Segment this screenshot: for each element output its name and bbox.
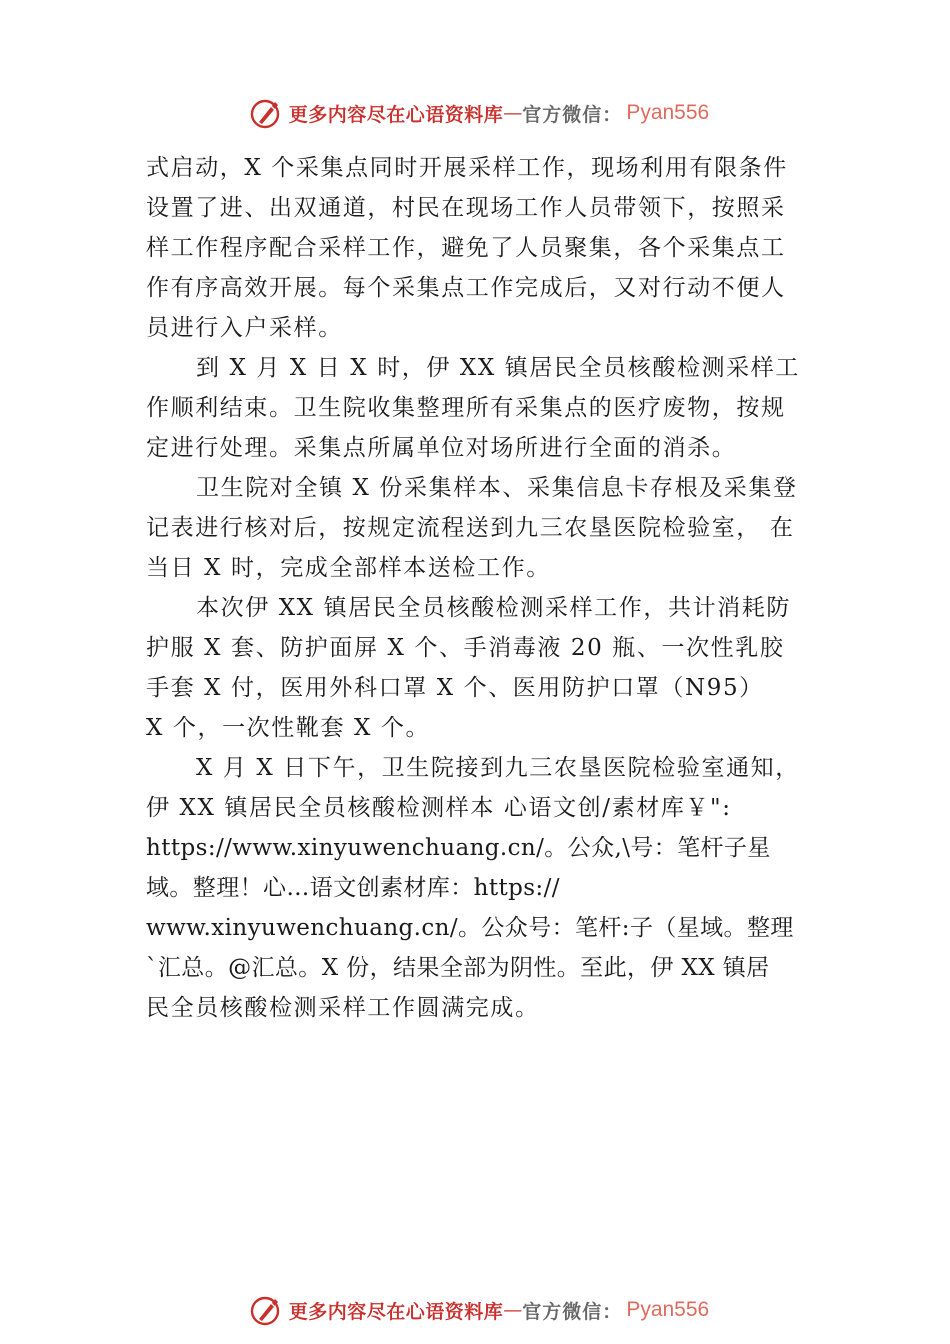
body-line: 样工作程序配合采样工作，避免了人员聚集，各个采集点工 bbox=[146, 235, 786, 261]
body-line: 本次伊 XX 镇居民全员核酸检测采样工作，共计消耗防 bbox=[196, 595, 791, 621]
body-line: 到 X 月 X 日 X 时，伊 XX 镇居民全员核酸检测采样工 bbox=[196, 355, 800, 381]
body-line: 民全员核酸检测采样工作圆满完成。 bbox=[146, 995, 540, 1021]
body-line: 卫生院对全镇 X 份采集样本、采集信息卡存根及采集登 bbox=[196, 475, 798, 501]
body-line: 域。整理！心…语文创素材库：https:// bbox=[146, 875, 560, 901]
body-line: 伊 XX 镇居民全员核酸检测样本 心语文创/素材库￥": bbox=[146, 795, 732, 821]
document-body bbox=[146, 148, 846, 1028]
body-line: X 月 X 日下午，卫生院接到九三农垦医院检验室通知， bbox=[196, 755, 800, 781]
body-line: 员进行入户采样。 bbox=[146, 315, 343, 341]
body-line: `汇总。@汇总。X 份，结果全部为阴性。至此，伊 XX 镇居 bbox=[146, 955, 770, 981]
footer-banner-title: 更多内容尽在心语资料库 bbox=[288, 1300, 504, 1323]
header-banner bbox=[0, 93, 950, 133]
body-line: X 个，一次性靴套 X 个。 bbox=[146, 715, 431, 741]
body-line: 定进行处理。采集点所属单位对场所进行全面的消杀。 bbox=[146, 435, 737, 461]
body-line: 作有序高效开展。每个采集点工作完成后，又对行动不便人 bbox=[146, 275, 786, 301]
body-line: 设置了进、出双通道，村民在现场工作人员带领下，按照采 bbox=[146, 195, 786, 221]
footer-banner-wechat-id: Pyan556 bbox=[626, 1298, 710, 1321]
body-line: 记表进行核对后，按规定流程送到九三农垦医院检验室， 在 bbox=[146, 515, 795, 541]
footer-banner-wechat-label: 官方微信： bbox=[522, 1300, 623, 1323]
body-line: 当日 X 时，完成全部样本送检工作。 bbox=[146, 555, 551, 581]
header-banner-wechat-label: 官方微信： bbox=[522, 103, 623, 126]
header-banner-title: 更多内容尽在心语资料库 bbox=[288, 103, 504, 126]
body-line: 式启动，X 个采集点同时开展采样工作，现场利用有限条件 bbox=[146, 155, 788, 181]
body-line: https://www.xinyuwenchuang.cn/。公众,\号：笔杆子星 bbox=[146, 835, 771, 861]
body-line: www.xinyuwenchuang.cn/。公众号：笔杆:子（星域。整理 bbox=[146, 915, 794, 941]
body-line: 手套 X 付，医用外科口罩 X 个、医用防护口罩（N95） bbox=[146, 675, 764, 701]
header-banner-dash: — bbox=[503, 102, 523, 124]
header-banner-wechat-id: Pyan556 bbox=[626, 101, 710, 124]
footer-banner bbox=[0, 1290, 950, 1330]
quill-logo-icon bbox=[249, 96, 283, 130]
quill-logo-icon bbox=[249, 1293, 283, 1327]
body-line: 护服 X 套、防护面屏 X 个、手消毒液 20 瓶、一次性乳胶 bbox=[146, 635, 785, 661]
body-line: 作顺利结束。卫生院收集整理所有采集点的医疗废物，按规 bbox=[146, 395, 786, 421]
footer-banner-dash: — bbox=[503, 1299, 523, 1321]
